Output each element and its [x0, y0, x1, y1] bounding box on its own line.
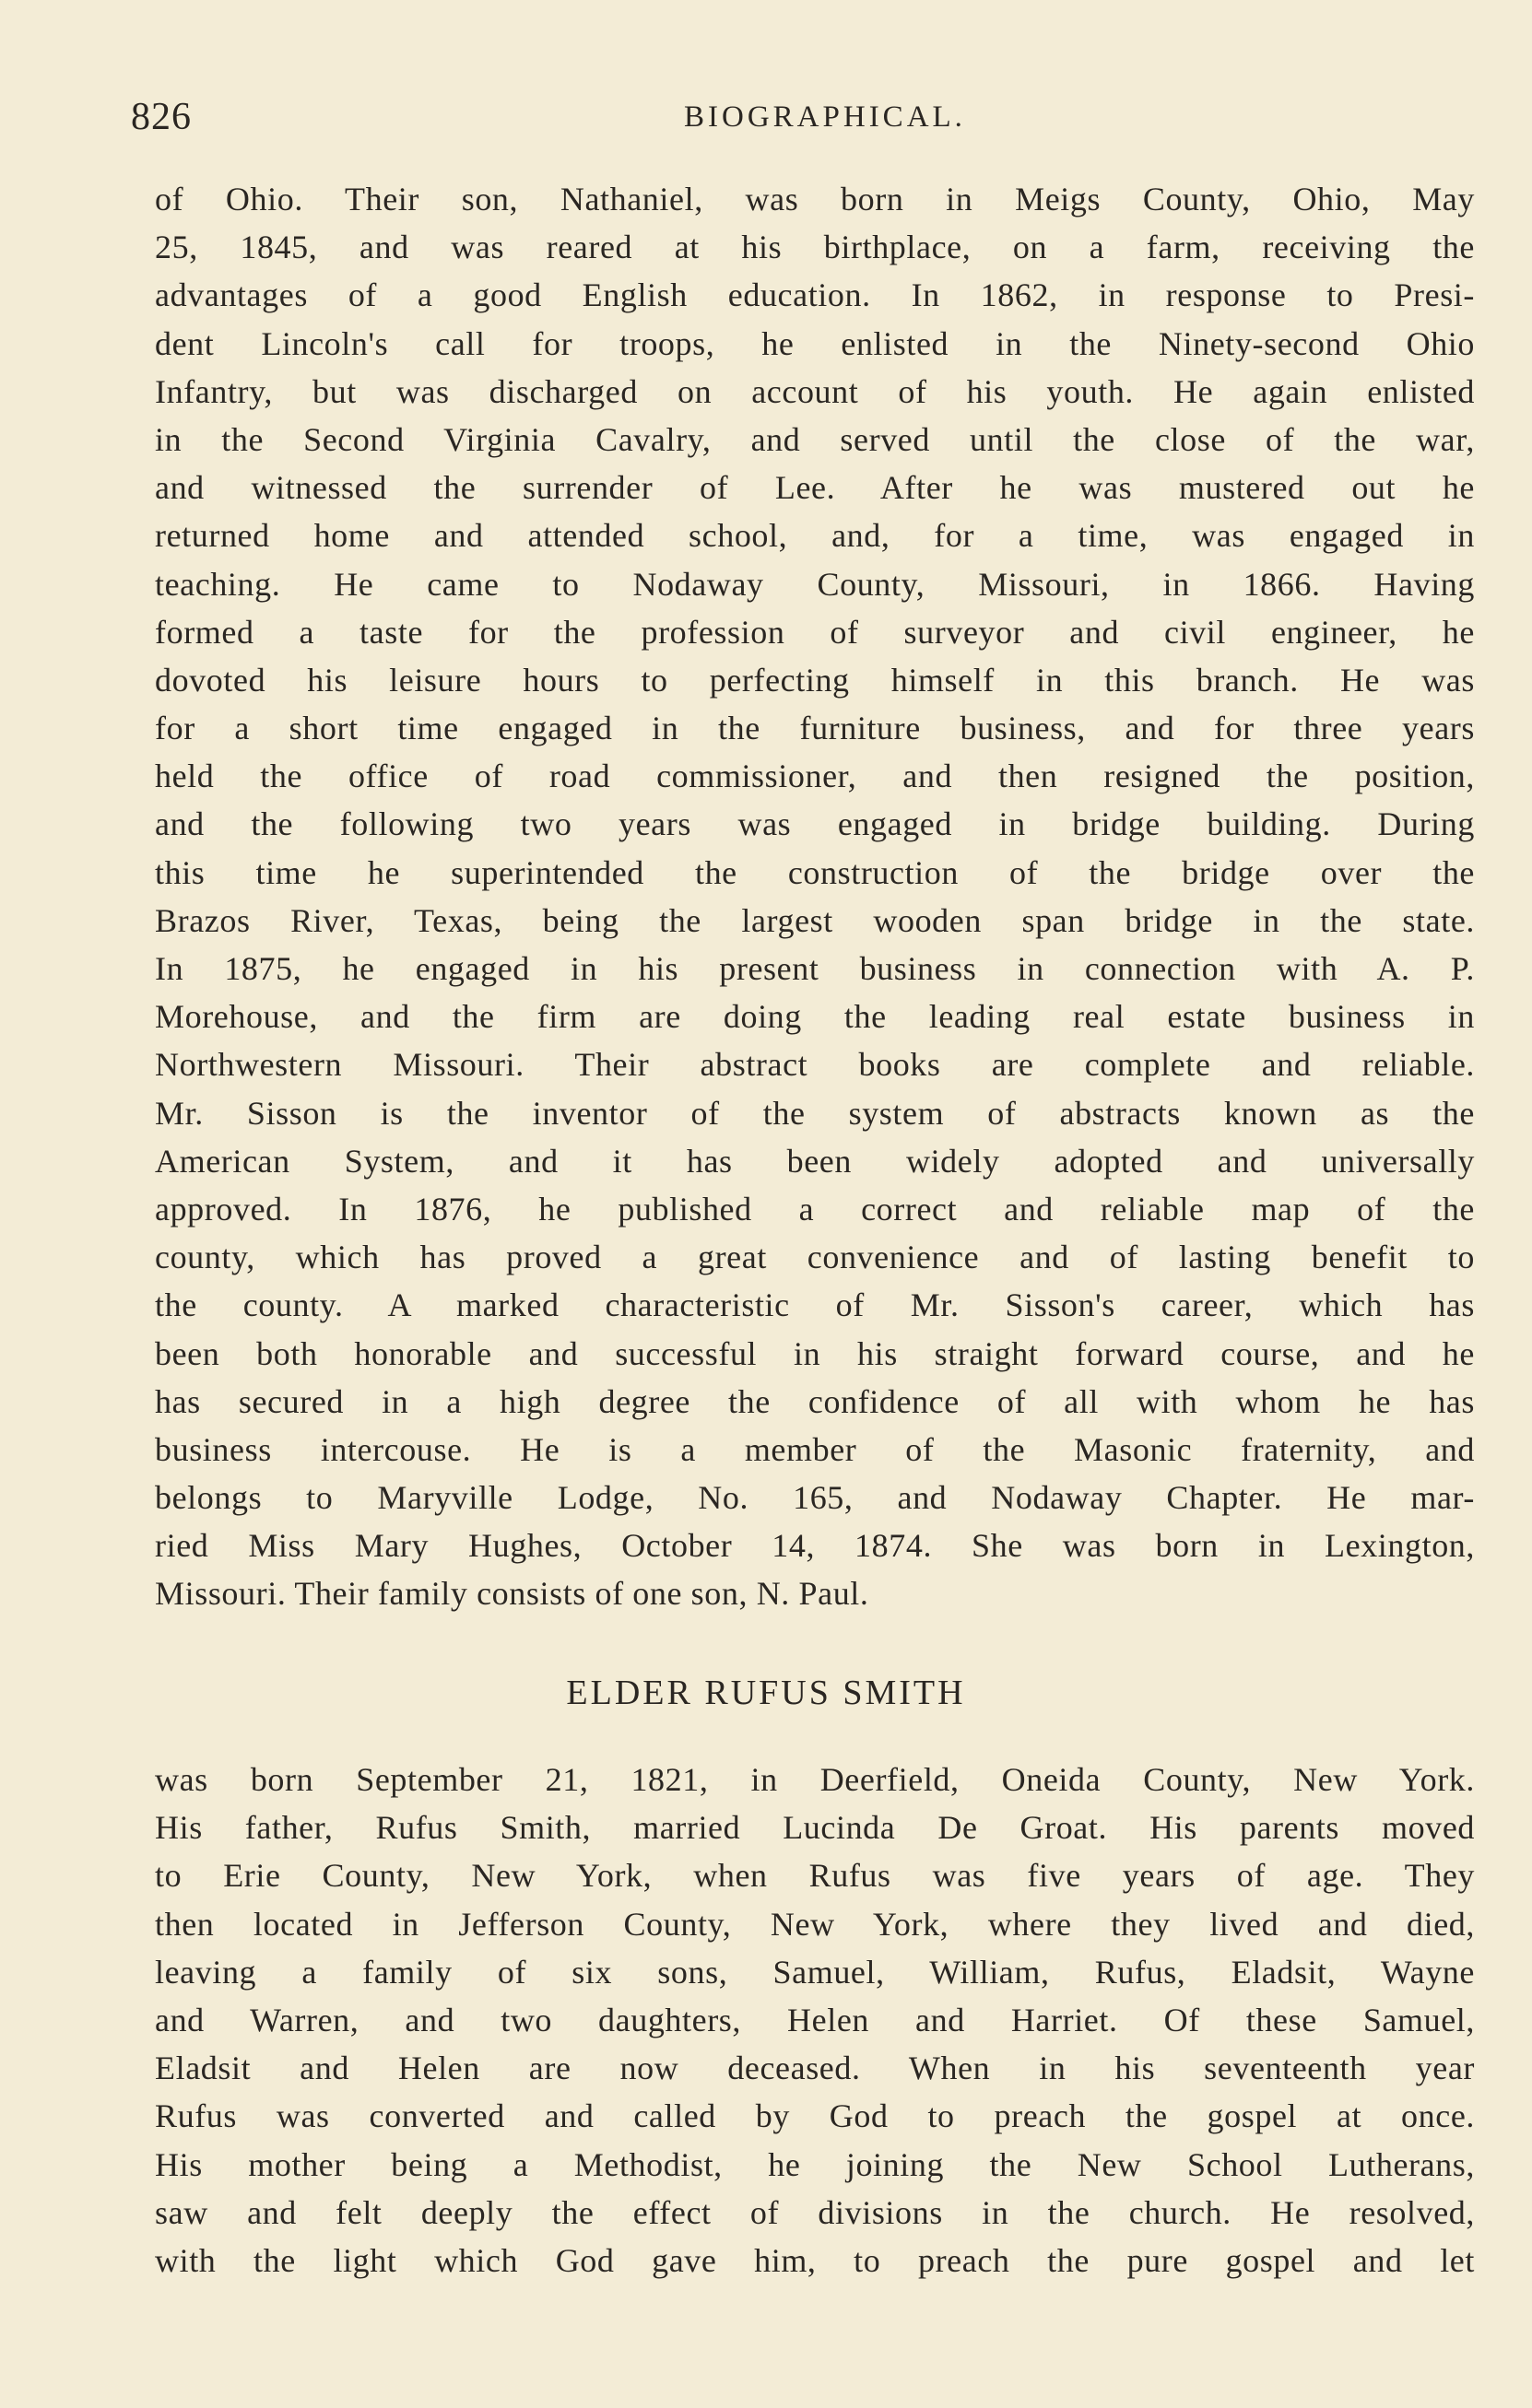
text-line: His father, Rufus Smith, married Lucinda De Groat. His parents moved — [155, 1809, 1475, 1847]
page-number: 826 — [131, 96, 192, 138]
text-line: then located in Jefferson County, New York, where they lived and died, — [155, 1905, 1475, 1943]
running-title: BIOGRAPHICAL. — [684, 100, 966, 134]
text-line: to Erie County, New York, when Rufus was five years of age. They — [155, 1857, 1475, 1895]
text-line: His mother being a Methodist, he joining the New School Lutherans, — [155, 2145, 1475, 2183]
text-line: for a short time engaged in the furniture business, and for three years — [155, 710, 1475, 747]
text-line: this time he superintended the construction of the bridge over the — [155, 853, 1475, 891]
paragraph-rufus-smith — [155, 1756, 1475, 2285]
text-line: the county. A marked characteristic of Mr. Sisson's career, which has — [155, 1286, 1475, 1324]
text-line: Infantry, but was discharged on account of his youth. He again enlisted — [155, 372, 1475, 410]
text-line: county, which has proved a great convenience and of lasting benefit to — [155, 1239, 1475, 1276]
text-line: and Warren, and two daughters, Helen and Harriet. Of these Samuel, — [155, 2001, 1475, 2038]
paragraph-nathaniel-sisson — [155, 175, 1475, 1618]
text-line: ried Miss Mary Hughes, October 14, 1874. She was born in Lexington, — [155, 1527, 1475, 1565]
text-line: In 1875, he engaged in his present business in connection with A. P. — [155, 950, 1475, 987]
text-line: of Ohio. Their son, Nathaniel, was born in Meigs County, Ohio, May — [155, 181, 1475, 217]
text-line: Brazos River, Texas, being the largest wooden span bridge in the state. — [155, 901, 1475, 939]
text-line: Rufus was converted and called by God to preach the gospel at once. — [155, 2097, 1475, 2135]
text-line: business intercouse. He is a member of the Masonic fraternity, and — [155, 1430, 1475, 1468]
text-line: advantages of a good English education. In 1862, in response to Presi- — [155, 276, 1475, 314]
text-line: has secured in a high degree the confidence of all with whom he has — [155, 1382, 1475, 1420]
text-line: Missouri. Their family consists of one son, N. Paul. — [155, 1575, 869, 1613]
text-line: held the office of road commissioner, and then resigned the position, — [155, 758, 1475, 795]
text-line: dovoted his leisure hours to perfecting himself in this branch. He was — [155, 661, 1475, 699]
text-line: Eladsit and Helen are now deceased. When in his seventeenth year — [155, 2050, 1475, 2087]
text-line: Mr. Sisson is the inventor of the system of abstracts known as the — [155, 1094, 1475, 1132]
text-line: formed a taste for the profession of surveyor and civil engineer, he — [155, 613, 1475, 651]
text-line: teaching. He came to Nodaway County, Missouri, in 1866. Having — [155, 565, 1475, 603]
text-line: Morehouse, and the firm are doing the leading real estate business in — [155, 998, 1475, 1036]
text-line: belongs to Maryville Lodge, No. 165, and Nodaway Chapter. He mar- — [155, 1479, 1475, 1517]
text-line: dent Lincoln's call for troops, he enlisted in the Ninety-second Ohio — [155, 324, 1475, 362]
text-line: was born September 21, 1821, in Deerfield, Oneida County, New York. — [155, 1761, 1475, 1798]
text-line: American System, and it has been widely adopted and universally — [155, 1142, 1475, 1180]
text-line: saw and felt deeply the effect of divisions in the church. He resolved, — [155, 2193, 1475, 2231]
text-line: with the light which God gave him, to preach the pure gospel and let — [155, 2241, 1475, 2279]
text-line: leaving a family of six sons, Samuel, William, Rufus, Eladsit, Wayne — [155, 1953, 1475, 1991]
text-line: and witnessed the surrender of Lee. After he was mustered out he — [155, 469, 1475, 507]
text-line: approved. In 1876, he published a correct and reliable map of the — [155, 1190, 1475, 1227]
text-line: returned home and attended school, and, for a time, was engaged in — [155, 517, 1475, 555]
text-line: Northwestern Missouri. Their abstract books are complete and reliable. — [155, 1046, 1475, 1084]
text-line: 25, 1845, and was reared at his birthplace, on a farm, receiving the — [155, 229, 1475, 266]
text-line: and the following two years was engaged in bridge building. During — [155, 805, 1475, 843]
text-line: in the Second Virginia Cavalry, and served until the close of the war, — [155, 420, 1475, 458]
running-head — [131, 95, 1467, 150]
text-line: been both honorable and successful in his straight forward course, and he — [155, 1334, 1475, 1372]
section-heading: ELDER RUFUS SMITH — [566, 1674, 966, 1712]
